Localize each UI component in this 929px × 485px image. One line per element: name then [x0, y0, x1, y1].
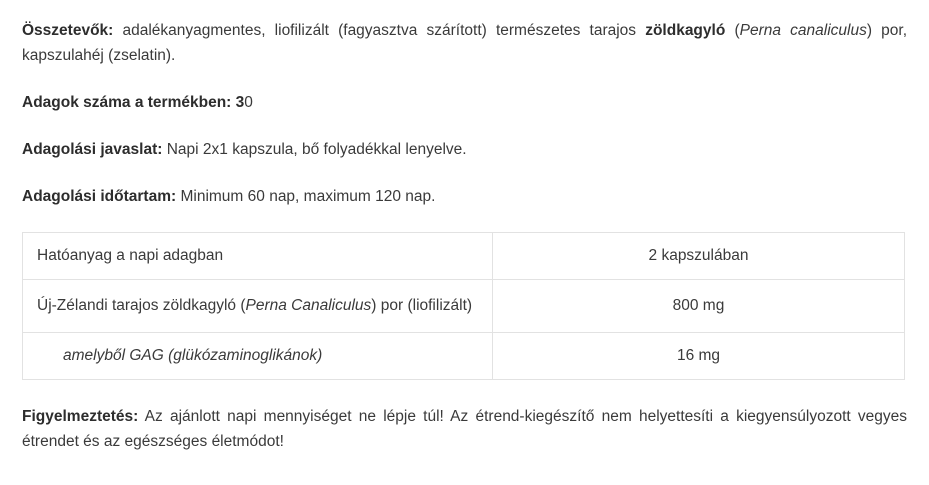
servings-paragraph: [22, 90, 907, 115]
table-header-ingredient: Hatóanyag a napi adagban: [23, 232, 493, 279]
ingredients-bold-term: zöldkagyló: [645, 22, 726, 39]
table-cell-subingredient-name: [23, 333, 493, 380]
ingredient-name-part2: ) por (liofilizált): [371, 296, 473, 314]
dosage-value: Napi 2x1 kapszula, bő folyadékkal lenyelve.: [162, 141, 467, 159]
ingredients-latin-name: Perna canaliculus: [739, 22, 867, 39]
duration-paragraph: [22, 184, 907, 209]
active-ingredients-table: [22, 232, 905, 381]
ingredients-text-after: (: [725, 22, 740, 39]
table-cell-ingredient-name: [23, 279, 493, 333]
warning-value: Az ajánlott napi mennyiséget ne lépje túl! Az étrend-kiegészítő nem helyettesíti a kiegyensúlyozott vegyes étrendet és az egészséges életmódot!: [22, 408, 907, 451]
ingredients-text-before: adalékanyagmentes, liofilizált (fagyasztva szárított) természetes tarajos: [113, 22, 646, 39]
dosage-label: Adagolási javaslat:: [22, 141, 163, 159]
duration-value: Minimum 60 nap, maximum 120 nap.: [176, 188, 436, 206]
servings-value: 0: [244, 94, 253, 112]
duration-label: Adagolási időtartam:: [22, 188, 177, 206]
warning-label: Figyelmeztetés:: [22, 408, 139, 426]
warning-paragraph: [22, 404, 907, 454]
table-header-amount: 2 kapszulában: [493, 232, 905, 279]
dosage-paragraph: [22, 137, 907, 162]
ingredients-paragraph: [22, 18, 907, 68]
ingredients-text-end: ) por, kapszulahéj (zselatin).: [22, 22, 908, 65]
table-row: [23, 279, 905, 333]
table-cell-amount: 800 mg: [493, 279, 905, 333]
ingredient-name-part1: Új-Zélandi tarajos zöldkagyló (: [37, 296, 246, 314]
servings-label: Adagok száma a termékben: 3: [22, 94, 245, 112]
ingredient-name-latin: Perna Canaliculus: [245, 296, 372, 314]
table-header-row: [23, 232, 905, 279]
table-row: [23, 333, 905, 380]
subingredient-name: amelyből GAG (glükózaminoglikánok): [63, 347, 323, 365]
ingredients-label: Összetevők:: [22, 22, 114, 39]
table-cell-amount: 16 mg: [493, 333, 905, 380]
